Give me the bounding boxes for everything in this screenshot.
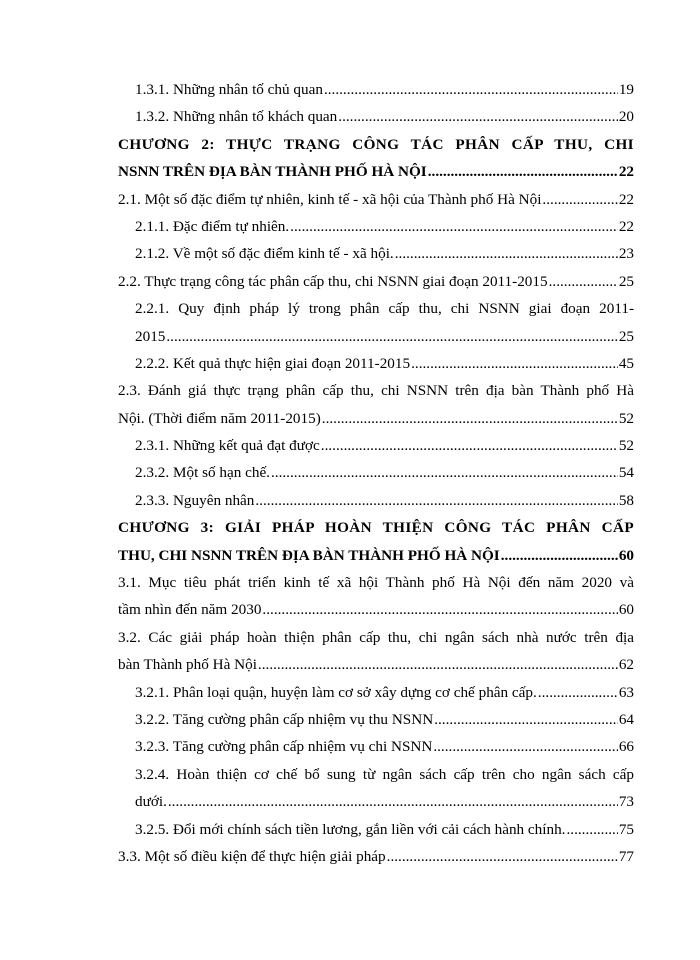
toc-subsection-entry[interactable] — [118, 76, 634, 103]
dot-leader — [395, 240, 618, 267]
toc-entry-title: THU, CHI NSNN TRÊN ĐỊA BÀN THÀNH PHỐ HÀ NỘI — [118, 546, 500, 564]
toc-entry-title: 2.3.3. Nguyên nhân — [135, 491, 255, 509]
dot-leader — [168, 788, 618, 815]
toc-page-number: 22 — [618, 190, 634, 208]
toc-page-number: 23 — [618, 245, 634, 263]
toc-chapter-entry[interactable] — [118, 131, 634, 186]
toc-page-number: 54 — [618, 464, 634, 482]
toc-entry-title: 2015 — [135, 327, 166, 345]
dot-leader — [290, 213, 618, 240]
toc-entry-title: 1.3.2. Những nhân tố khách quan — [135, 108, 338, 126]
toc-entry-title-line: 3.2. Các giải pháp hoàn thiện phân cấp thu, chi ngân sách nhà nước trên địa — [118, 628, 634, 646]
dot-leader — [411, 350, 618, 377]
table-of-contents — [118, 76, 634, 870]
toc-entry-title: 2.2. Thực trạng công tác phân cấp thu, chi NSNN giai đoạn 2011-2015 — [118, 272, 548, 290]
toc-subsection-entry[interactable] — [118, 733, 634, 760]
toc-page-number: 52 — [618, 437, 634, 455]
toc-entry-title-line: 3.1. Mục tiêu phát triển kinh tế xã hội Thành phố Hà Nội đến năm 2020 và — [118, 574, 634, 592]
toc-page-number: 60 — [618, 601, 634, 619]
dot-leader — [387, 843, 618, 870]
toc-subsection-entry[interactable] — [118, 350, 634, 377]
dot-leader — [255, 487, 617, 514]
dot-leader — [542, 186, 617, 213]
toc-page-number: 64 — [618, 710, 634, 728]
toc-page-number: 60 — [618, 546, 634, 564]
toc-entry-title: 3.2.2. Tăng cường phân cấp nhiệm vụ thu NSNN — [135, 710, 434, 728]
dot-leader — [258, 651, 618, 678]
toc-subsection-entry[interactable] — [118, 816, 634, 843]
toc-entry-title: NSNN TRÊN ĐỊA BÀN THÀNH PHỐ HÀ NỘI — [118, 163, 427, 181]
toc-section-entry[interactable] — [118, 268, 634, 295]
toc-entry-title: 2.3.1. Những kết quả đạt được — [135, 437, 320, 455]
toc-page-number: 63 — [618, 683, 634, 701]
toc-page-number: 45 — [618, 354, 634, 372]
toc-page-number: 22 — [618, 163, 634, 181]
dot-leader — [538, 679, 618, 706]
toc-entry-title: 2.2.2. Kết quả thực hiện giai đoạn 2011-2015 — [135, 354, 411, 372]
toc-entry-title: 2.1.2. Về một số đặc điểm kinh tế - xã hội. — [135, 245, 394, 263]
dot-leader — [338, 103, 618, 130]
dot-leader — [322, 405, 618, 432]
toc-entry-title: 1.3.1. Những nhân tố chủ quan — [135, 81, 323, 98]
dot-leader — [321, 432, 618, 459]
toc-entry-title: 3.2.1. Phân loại quận, huyện làm cơ sở xây dựng cơ chế phân cấp. — [135, 683, 537, 701]
toc-page-number: 62 — [618, 656, 634, 674]
toc-page-number: 77 — [618, 847, 634, 865]
dot-leader — [324, 76, 618, 103]
toc-section-entry[interactable] — [118, 624, 634, 679]
dot-leader — [262, 596, 617, 623]
toc-page-number: 20 — [618, 108, 634, 126]
toc-entry-title: 3.3. Một số điều kiện để thực hiện giải pháp — [118, 847, 386, 865]
toc-entry-title: tầm nhìn đến năm 2030 — [118, 601, 262, 619]
toc-page-number: 73 — [618, 793, 634, 811]
toc-section-entry[interactable] — [118, 186, 634, 213]
toc-entry-title-line: 2.3. Đánh giá thực trạng phân cấp thu, chi NSNN trên địa bàn Thành phố Hà — [118, 382, 634, 400]
dot-leader — [271, 459, 618, 486]
dot-leader — [428, 158, 618, 185]
toc-page-number: 19 — [618, 81, 634, 98]
toc-entry-title: dưới. — [135, 793, 167, 811]
dot-leader — [566, 816, 617, 843]
toc-section-entry[interactable] — [118, 377, 634, 432]
dot-leader — [433, 733, 617, 760]
dot-leader — [501, 542, 618, 569]
toc-entry-title: 3.2.5. Đổi mới chính sách tiền lương, gắn liền với cải cách hành chính. — [135, 820, 566, 838]
toc-page-number: 75 — [618, 820, 634, 838]
dot-leader — [549, 268, 618, 295]
toc-page-number: 66 — [618, 738, 634, 756]
toc-subsection-entry[interactable] — [118, 487, 634, 514]
toc-subsection-entry[interactable] — [118, 432, 634, 459]
dot-leader — [166, 323, 617, 350]
toc-subsection-entry[interactable] — [118, 706, 634, 733]
toc-subsection-entry[interactable] — [118, 679, 634, 706]
toc-entry-title: Nội. (Thời điểm năm 2011-2015) — [118, 409, 321, 427]
toc-entry-title-line: 3.2.4. Hoàn thiện cơ chế bổ sung từ ngân sách cấp trên cho ngân sách cấp — [135, 765, 634, 783]
toc-section-entry[interactable] — [118, 569, 634, 624]
toc-entry-title-line: CHƯƠNG 2: THỰC TRẠNG CÔNG TÁC PHÂN CẤP THU, CHI — [118, 135, 634, 153]
toc-page-number: 22 — [618, 217, 634, 235]
toc-subsection-entry[interactable] — [118, 761, 634, 816]
toc-section-entry[interactable] — [118, 843, 634, 870]
dot-leader — [434, 706, 618, 733]
toc-page-number: 58 — [618, 491, 634, 509]
toc-subsection-entry[interactable] — [118, 295, 634, 350]
toc-subsection-entry[interactable] — [118, 213, 634, 240]
toc-entry-title-line: 2.2.1. Quy định pháp lý trong phân cấp thu, chi NSNN giai đoạn 2011- — [135, 300, 634, 318]
toc-entry-title: 2.3.2. Một số hạn chế. — [135, 464, 270, 482]
toc-subsection-entry[interactable] — [118, 103, 634, 130]
toc-subsection-entry[interactable] — [118, 459, 634, 486]
toc-entry-title: bàn Thành phố Hà Nội — [118, 656, 257, 674]
toc-subsection-entry[interactable] — [118, 240, 634, 267]
toc-entry-title: 3.2.3. Tăng cường phân cấp nhiệm vụ chi NSNN — [135, 738, 433, 756]
toc-chapter-entry[interactable] — [118, 514, 634, 569]
toc-entry-title: 2.1. Một số đặc điểm tự nhiên, kinh tế - xã hội của Thành phố Hà Nội — [118, 190, 542, 208]
toc-page-number: 52 — [618, 409, 634, 427]
toc-page-number: 25 — [618, 272, 634, 290]
toc-entry-title-line: CHƯƠNG 3: GIẢI PHÁP HOÀN THIỆN CÔNG TÁC PHÂN CẤP — [118, 519, 634, 537]
toc-entry-title: 2.1.1. Đặc điểm tự nhiên. — [135, 217, 290, 235]
toc-page-number: 25 — [618, 327, 634, 345]
